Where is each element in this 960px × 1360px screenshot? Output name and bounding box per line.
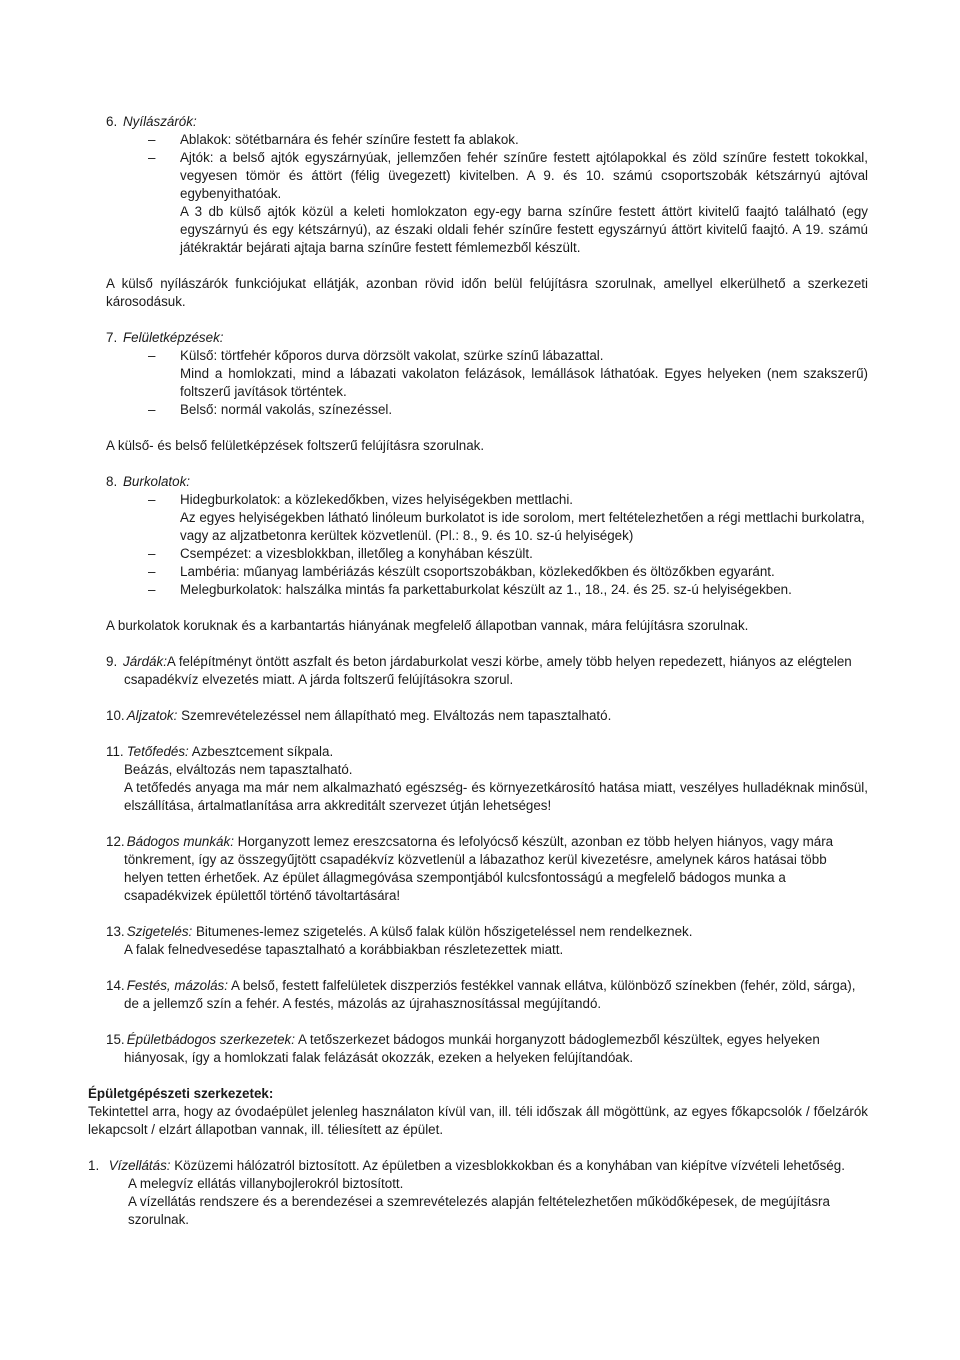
dash-bullet: – [148,132,156,147]
paragraph: csapadékvíz elvezetés miatt. A járda foltszerű felújításokra szorul. [124,672,514,687]
paragraph: A vízellátás rendszere és a berendezései a szemrevételezés alapján feltételezhetően működőképesek, de megújításra szorulnak. [128,1194,830,1227]
section-text: A felépítményt öntött aszfalt és beton járdaburkolat veszi körbe, amely több helyen repedezett, hiányos az elégtelen [166,654,852,669]
subsection-1 [88,1157,868,1229]
list-item-text: Ablakok: sötétbarnára és fehér színűre festett fa ablakok. [180,132,519,147]
section-text: Szemrevételezéssel nem állapítható meg. Elváltozás nem tapasztalható. [181,708,612,723]
section-number: 12. [106,834,125,849]
list-item-text: Melegburkolatok: halszálka mintás fa parkettaburkolat készült az 1., 18., 24. és 25. sz-ú helyiségekben. [180,582,792,597]
section-title: Nyílászárók: [123,114,197,129]
section-heading [106,707,868,725]
dash-bullet: – [148,492,156,507]
section-12 [106,833,868,905]
list-item-text: Csempézet: a vizesblokkban, illetőleg a konyhában készült. [180,546,533,561]
section-title: Festés, mázolás: [126,978,228,993]
list-item [106,581,868,599]
section-heading [106,743,868,761]
paragraph: A 3 db külső ajtók közül a keleti homlokzaton egy-egy barna színűre festett áttört kivitelű faajtó található (egy egyszárnyú és egy kétszárnyú), az északi oldali fehér színűre festett egyszárnyú áttört kivitelű faajtó. A 19. számú játékraktár bejárati ajtaja barna színűre festett fémlemezből készült. [180,204,868,255]
section-heading [106,923,868,941]
section-main-heading: Épületgépészeti szerkezetek: [88,1086,274,1101]
section-heading [106,977,868,995]
section-13 [106,923,868,959]
section-number: 13. [106,924,125,939]
summary-paragraph: A külső nyílászárók funkciójukat ellátják, azonban rövid időn belül felújításra szorulnak, amellyel elkerülhető a szerkezeti károsodásuk. [106,276,868,309]
list-item [106,401,868,419]
section-text: Bitumenes-lemez szigetelés. A külső falak külön hőszigeteléssel nem rendelkeznek. [195,924,693,939]
section-title: Bádogos munkák: [126,834,234,849]
dash-bullet: – [148,402,156,417]
section-title: Aljzatok: [126,708,178,723]
section-number: 14. [106,978,125,993]
dash-bullet: – [148,348,156,363]
section-10 [106,707,868,725]
list-item [106,149,868,203]
list-item [106,545,868,563]
list-item-text: Külső: törtfehér kőporos durva dörzsölt vakolat, szürke színű lábazattal. [180,348,604,363]
section-6 [106,113,868,311]
mechanical-section [88,1085,868,1229]
section-title: Járdák: [123,654,167,669]
paragraph: tönkrement, így az összegyűjtött csapadékvíz közvetlenül a lábazathoz kerül kivezetésre, amelynek káros hatásai több helyen tetten érhetőek. Az épület állagmegóvása szempontjából kulcsfontosságú a megfelelő bádogos munka a csapadékvizek épülettől történő távoltartására! [124,852,827,903]
section-text: Azbesztcement síkpala. [191,744,334,759]
section-title: Épületbádogos szerkezetek: [126,1032,295,1047]
section-number: 6. [106,114,118,129]
section-11 [106,743,868,815]
section-heading [106,329,868,347]
intro-paragraph: Tekintettel arra, hogy az óvodaépület jelenleg használaton kívül van, ill. téli időszak áll mögöttünk, az egyes főkapcsolók / főelzárók lekapcsolt / elzárt állapotban vannak, ill. téliesített az épület. [88,1104,868,1137]
section-heading [106,833,868,851]
section-text: Közüzemi hálózatról biztosított. Az épületben a vizesblokkokban és a konyhában van kiépítve vízvételi lehetőség. [174,1158,845,1173]
paragraph: Az egyes helyiségekben látható linóleum burkolatot is ide sorolom, mert feltételezhetően a régi mettlachi burkolatra, vagy az aljzatbetonra kerültek közvetlenül. (Pl.: 8., 9. és 10. sz-ú helyiségek) [180,510,865,543]
section-title: Tetőfedés: [126,744,189,759]
dash-bullet: – [148,582,156,597]
paragraph: A tetőfedés anyaga ma már nem alkalmazható egészség- és környezetkárosító hatása miatt, veszélyes hulladéknak minősül, elszállítása, ártalmatlanítása arra akkreditált szervezet útján lehetséges! [124,780,868,813]
list-item-text: Hidegburkolatok: a közlekedőkben, vizes helyiségekben mettlachi. [180,492,574,507]
section-8 [106,473,868,635]
section-15 [106,1031,868,1067]
paragraph: A falak felnedvesedése tapasztalható a korábbiakban részletezettek miatt. [124,942,564,957]
section-title: Vízellátás: [108,1158,171,1173]
summary-paragraph: A külső- és belső felületképzések foltszerű felújításra szorulnak. [106,438,485,453]
section-text: Horganyzott lemez ereszcsatorna és lefolyócső készült, azonban ez több helyen hiányos, vagy mára [237,834,834,849]
section-text: A tetőszerkezet bádogos munkái horganyzott bádoglemezből készültek, egyes helyeken [297,1032,820,1047]
section-number: 10. [106,708,125,723]
section-number: 9. [106,654,118,669]
section-heading [88,1157,868,1175]
section-7 [106,329,868,455]
document-page [88,113,868,1229]
list-item-text: Belső: normál vakolás, színezéssel. [180,402,393,417]
list-item [106,347,868,365]
section-heading [106,1031,868,1049]
dash-bullet: – [148,150,156,165]
section-number: 7. [106,330,118,345]
section-number: 8. [106,474,118,489]
section-title: Felületképzések: [123,330,224,345]
paragraph: de a jellemző szín a fehér. A festés, mázolás az újrahasznosítással megújítandó. [124,996,602,1011]
section-title: Szigetelés: [126,924,193,939]
section-number: 15. [106,1032,125,1047]
dash-bullet: – [148,546,156,561]
section-14 [106,977,868,1013]
list-item [106,131,868,149]
section-number: 11. [106,744,124,759]
paragraph: hiányosak, így a homlokzati falak felázását okozzák, ezeken a helyeken felújítandóak. [124,1050,634,1065]
paragraph: Beázás, elváltozás nem tapasztalható. [124,762,353,777]
section-number: 1. [88,1158,100,1173]
paragraph: Mind a homlokzati, mind a lábazati vakolaton felázások, lemállások láthatóak. Egyes helyeken (nem szakszerű) foltszerű javítások történtek. [180,366,868,399]
section-heading [106,113,868,131]
list-item-text: Lambéria: műanyag lambériázás készült csoportszobákban, közlekedőkben és öltözőkben egyaránt. [180,564,775,579]
section-heading [106,653,868,671]
section-title: Burkolatok: [123,474,190,489]
list-item [106,563,868,581]
summary-paragraph: A burkolatok koruknak és a karbantartás hiányának megfelelő állapotban vannak, mára felújításra szorulnak. [106,618,749,633]
dash-bullet: – [148,564,156,579]
list-item [106,491,868,509]
section-text: A belső, festett falfelületek diszperziós festékkel vannak ellátva, különböző színekben (fehér, zöld, sárga), [230,978,856,993]
section-heading [106,473,868,491]
section-9 [106,653,868,689]
list-item-text: Ajtók: a belső ajtók egyszárnyúak, jellemzően fehér színűre festett ajtólapokkal és zöld színűre festett tokokkal, vegyesen tömör és áttört (félig üvegezett) kivitelben. A 9. és 10. számú csoportszobák kétszárnyú ajtóval egybenyithatóak. [180,150,868,201]
paragraph: A melegvíz ellátás villanybojlerokról biztosított. [128,1176,404,1191]
